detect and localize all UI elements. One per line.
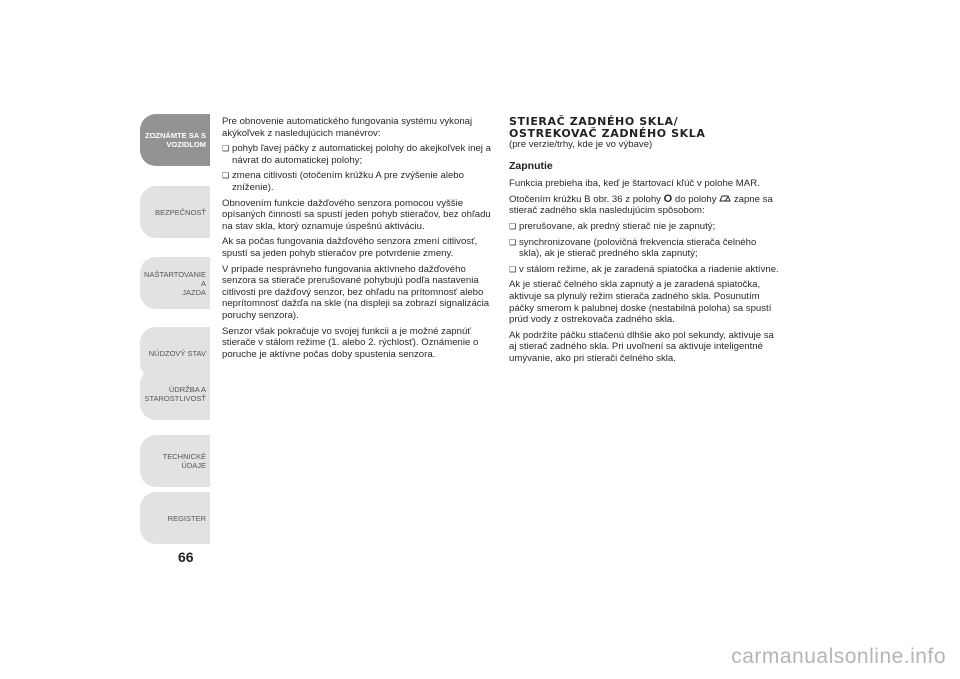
- rear-wiper-icon: [719, 194, 731, 203]
- right-column: [509, 116, 781, 369]
- subheading: Zapnutie: [509, 159, 553, 172]
- watermark: carmanualsonline.info: [731, 645, 946, 668]
- tab-getting-to-know-vehicle[interactable]: ZOZNÁMTE SA S VOZIDLOM: [140, 114, 210, 166]
- paragraph: Senzor však pokračuje vo svojej funkcii a je možné zapnúť stierače v stálom režime (1. alebo 2. rýchlosť). Oznámenie o poruche je aktívne počas doby spustenia senzora.: [222, 325, 479, 360]
- availability-note: (pre verzie/trhy, kde je vo výbave): [509, 139, 653, 150]
- list-item: ❏ v stálom režime, ak je zaradená spiatočka a riadenie aktívne.: [509, 264, 781, 276]
- left-column: [222, 116, 494, 364]
- tab-emergency[interactable]: NÚDZOVÝ STAV: [140, 327, 210, 379]
- paragraph: Obnovením funkcie dažďového senzora pomocou vyššie opísaných činností sa spustí jeden pohyb stieračov, bez ohľadu na stav skla, ktorý oznamuje úspešnú aktiváciu.: [222, 197, 491, 232]
- intro-paragraph: Pre obnovenie automatického fungovania systému vykonaj akýkoľvek z nasledujúcich manévrov:: [222, 116, 473, 139]
- section-heading: STIERAČ ZADNÉHO SKLA/ OSTREKOVAČ ZADNÉHO SKLA: [509, 115, 706, 140]
- tab-maintenance[interactable]: ÚDRŽBA A STAROSTLIVOSŤ: [140, 368, 210, 420]
- list-item: ❏ zmena citlivosti (otočením krúžku A pre zvýšenie alebo zníženie).: [222, 170, 494, 193]
- list-item: ❏ synchronizovane (polovičná frekvencia stierača čelného skla), ak je stierač predného skla zapnutý;: [509, 237, 781, 260]
- list-item: ❏ pohyb ľavej páčky z automatickej polohy do akejkoľvek inej a návrat do automatickej polohy;: [222, 143, 494, 166]
- tab-technical-data[interactable]: TECHNICKÉ ÚDAJE: [140, 435, 210, 487]
- paragraph: Ak je stierač čelného skla zapnutý a je zaradená spiatočka, aktivuje sa plynulý režim stierača zadného skla. Posunutím páčky smerom k palubnej doske (nestabilná poloha) sa spustí prúd vody z ostrekovača zadného skla.: [509, 279, 772, 326]
- paragraph: Otočením krúžku B obr. 36 z polohy O do polohy zapne sa stierač zadného skla nasledujúcim spôsobom:: [509, 192, 773, 217]
- list-item: ❏ prerušovane, ak predný stierač nie je zapnutý;: [509, 221, 781, 233]
- position-o-label: O: [663, 192, 673, 205]
- page-number: 66: [178, 549, 194, 565]
- paragraph: Ak sa počas fungovania dažďového senzora zmení citlivosť, spustí sa jeden pohyb stieračov pre potvrdenie zmeny.: [222, 236, 478, 259]
- paragraph: Ak podržíte páčku stlačenú dlhšie ako pol sekundy, aktivuje sa aj stierač zadného skla. Pri uvoľnení sa aktivuje inteligentné umývanie, ako pri stierači čelného skla.: [509, 329, 774, 364]
- tab-safety[interactable]: BEZPEČNOSŤ: [140, 186, 210, 238]
- tab-starting-driving[interactable]: NAŠTARTOVANIE A JAZDA: [140, 257, 210, 309]
- tab-index[interactable]: REGISTER: [140, 492, 210, 544]
- paragraph: V prípade nesprávneho fungovania aktívneho dažďového senzora sa stierače prerušované pohybujú podľa nastavenia citlivosti pre dažďový senzor, bez ohľadu na prítomnosť alebo neprítomnosť dažďa na skle (na displeji sa zobrazí signalizácia poruchy senzora).: [222, 263, 490, 321]
- paragraph: Funkcia prebieha iba, keď je štartovací kľúč v polohe MAR.: [509, 178, 760, 190]
